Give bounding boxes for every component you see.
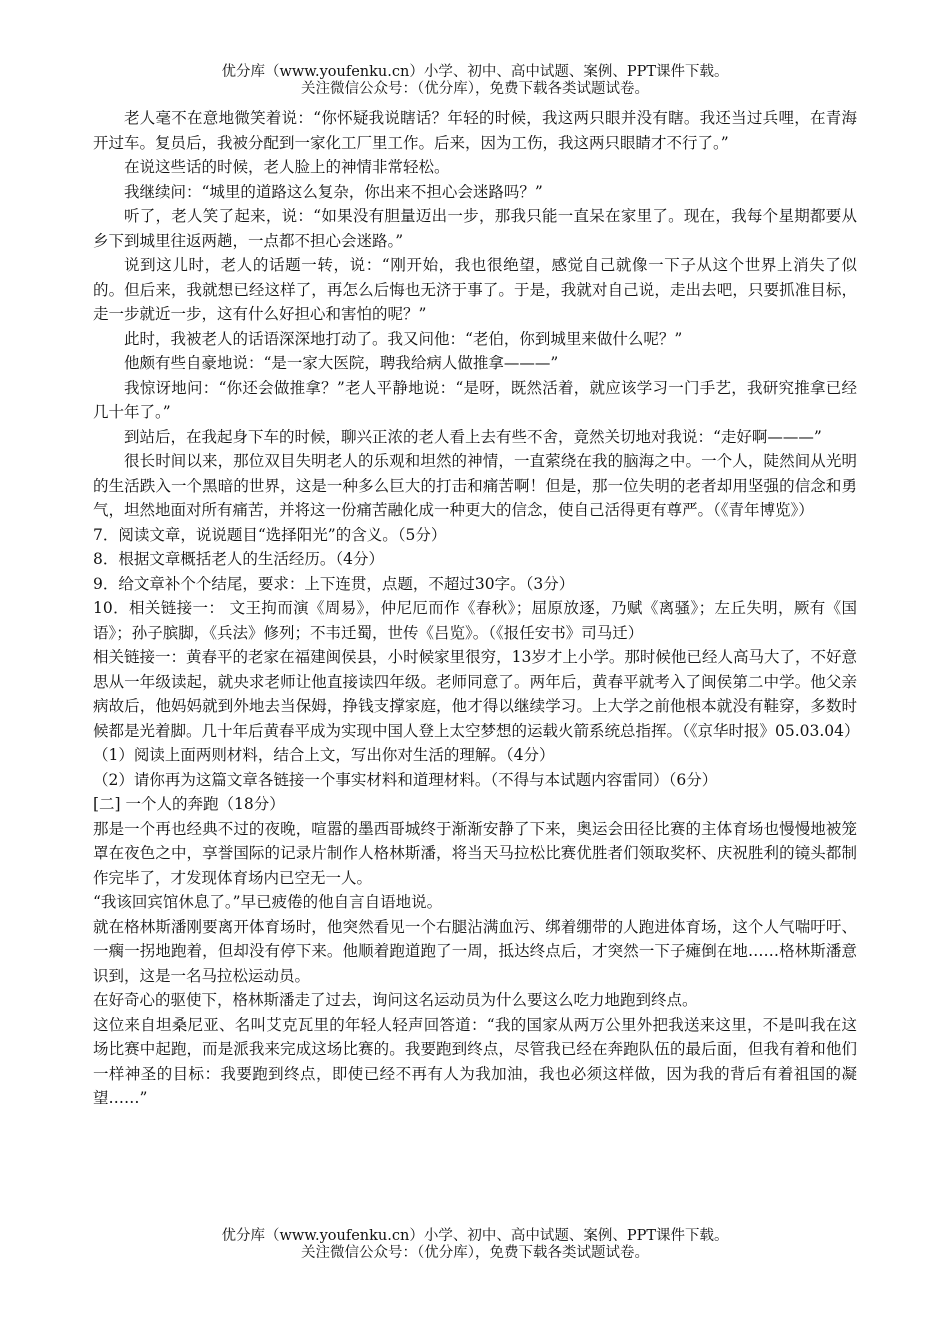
section-2-title: [二] 一个人的奔跑（18分） xyxy=(93,795,285,813)
story-paragraph: 到站后，在我起身下车的时候，聊兴正浓的老人看上去有些不舍，竟然关切地对我说：“走好啊———” xyxy=(124,427,822,446)
section-2-paragraph: 在好奇心的驱使下，格林斯潘走了过去，询问这名运动员为什么要这么吃力地跑到终点。 xyxy=(93,991,698,1009)
page-footer xyxy=(0,1228,950,1262)
footer-line-1: 优分库（www.youfenku.cn）小学、初中、高中试题、案例、PPT课件下载。 xyxy=(221,1228,729,1244)
document-body xyxy=(93,106,860,1111)
question-8: 8．根据文章概括老人的生活经历。（4分） xyxy=(93,550,384,568)
story-paragraph: 此时，我被老人的话语深深地打动了。我又问他：“老伯，你到城里来做什么呢？” xyxy=(124,329,683,348)
story-paragraph: 我继续问：“城里的道路这么复杂，你出来不担心会迷路吗？” xyxy=(124,182,543,201)
section-2-paragraph: 就在格林斯潘刚要离开体育场时，他突然看见一个右腿沾满血污、绑着绷带的人跑进体育场，这个人气喘吁吁、一瘸一拐地跑着，但却没有停下来。他顺着跑道跑了一周，抵达终点后，才突然一下子瘫倒在地……格林斯潘意识到，这是一名马拉松运动员。 xyxy=(93,917,857,985)
section-2-paragraph: “我该回宾馆休息了。”早已疲倦的他自言自语地说。 xyxy=(93,893,443,911)
question-9: 9．给文章补个个结尾，要求：上下连贯，点题，不超过30字。（3分） xyxy=(93,574,575,593)
page-header xyxy=(0,64,950,98)
header-line-1: 优分库（www.youfenku.cn）小学、初中、高中试题、案例、PPT课件下载。 xyxy=(221,64,729,80)
question-10-part-2: （2）请你再为这篇文章各链接一个事实材料和道理材料。（不得与本试题内容雷同）（6分） xyxy=(93,770,718,789)
story-paragraph: 很长时间以来，那位双目失明老人的乐观和坦然的神情，一直萦绕在我的脑海之中。一个人，陡然间从光明的生活跌入一个黑暗的世界，这是一种多么巨大的打击和痛苦啊！但是，那一位失明的老者却用坚强的信念和勇气，坦然地面对所有痛苦，并将这一份痛苦融化成一种更大的信念，使自己活得更有尊严。（《青年博览》） xyxy=(93,452,857,519)
story-paragraph: 在说这些话的时候，老人脸上的神情非常轻松。 xyxy=(124,158,450,176)
story-paragraph: 老人毫不在意地微笑着说：“你怀疑我说瞎话？年轻的时候，我这两只眼并没有瞎。我还当过兵哩，在青海开过车。复员后，我被分配到一家化工厂里工作。后来，因为工伤，我这两只眼睛才不行了。” xyxy=(93,109,857,152)
related-link-2: 相关链接一：黄春平的老家在福建闽侯县，小时候家里很穷，13岁才上小学。那时候他已经人高马大了，不好意思从一年级读起，就央求老师让他直接读四年级。老师同意了。两年后，黄春平就考入了闽侯第二中学。他父亲病故后，他妈妈就到外地去当保姆，挣钱支撑家庭，他才得以继续学习。上大学之前他根本就没有鞋穿，多数时候都是光着脚。几十年后黄春平成为实现中国人登上太空梦想的运载火箭系统总指挥。（《京华时报》05.03.04） xyxy=(93,648,860,740)
story-paragraph: 他颇有些自豪地说：“是一家大医院，聘我给病人做推拿———” xyxy=(124,354,559,372)
story-paragraph: 我惊讶地问：“你还会做推拿？”老人平静地说：“是呀，既然活着，就应该学习一门手艺，我研究推拿已经几十年了。” xyxy=(93,378,857,421)
section-2-paragraph: 这位来自坦桑尼亚、名叫艾克瓦里的年轻人轻声回答道：“我的国家从两万公里外把我送来这里，不是叫我在这场比赛中起跑，而是派我来完成这场比赛的。我要跑到终点，尽管我已经在奔跑队伍的最后面，但我有着和他们一样神圣的目标：我要跑到终点，即使已经不再有人为我加油，我也必须这样做，因为我的背后有着祖国的凝望……” xyxy=(93,1015,857,1107)
footer-line-2: 关注微信公众号：（优分库），免费下载各类试题试卷。 xyxy=(301,1245,649,1261)
header-line-2: 关注微信公众号：（优分库），免费下载各类试题试卷。 xyxy=(301,81,649,97)
question-7: 7．阅读文章，说说题目“选择阳光”的含义。（5分） xyxy=(93,525,447,544)
question-10: 10．相关链接一： 文王拘而演《周易》，仲尼厄而作《春秋》；屈原放逐，乃赋《离骚》；左丘失明，厥有《国语》；孙子膑脚，《兵法》修列；不韦迁蜀，世传《吕览》。（《报任安书》司马迁） xyxy=(93,599,857,642)
story-paragraph: 听了，老人笑了起来，说：“如果没有胆量迈出一步，那我只能一直呆在家里了。现在，我每个星期都要从乡下到城里往返两趟，一点都不担心会迷路。” xyxy=(93,207,857,250)
story-paragraph: 说到这儿时，老人的话题一转，说：“刚开始，我也很绝望，感觉自己就像一下子从这个世界上消失了似的。但后来，我就想已经这样了，再怎么后悔也无济于事了。于是，我就对自己说，走出去吧，只要抓准目标，走一步就近一步，这有什么好担心和害怕的呢？” xyxy=(93,256,857,323)
section-2-paragraph: 那是一个再也经典不过的夜晚，喧嚣的墨西哥城终于渐渐安静了下来，奥运会田径比赛的主体育场也慢慢地被笼罩在夜色之中，享誉国际的记录片制作人格林斯潘，将当天马拉松比赛优胜者们领取奖杯、庆祝胜利的镜头都制作完毕了，才发现体育场内已空无一人。 xyxy=(93,819,857,887)
question-10-part-1: （1）阅读上面两则材料，结合上文，写出你对生活的理解。（4分） xyxy=(93,746,555,764)
